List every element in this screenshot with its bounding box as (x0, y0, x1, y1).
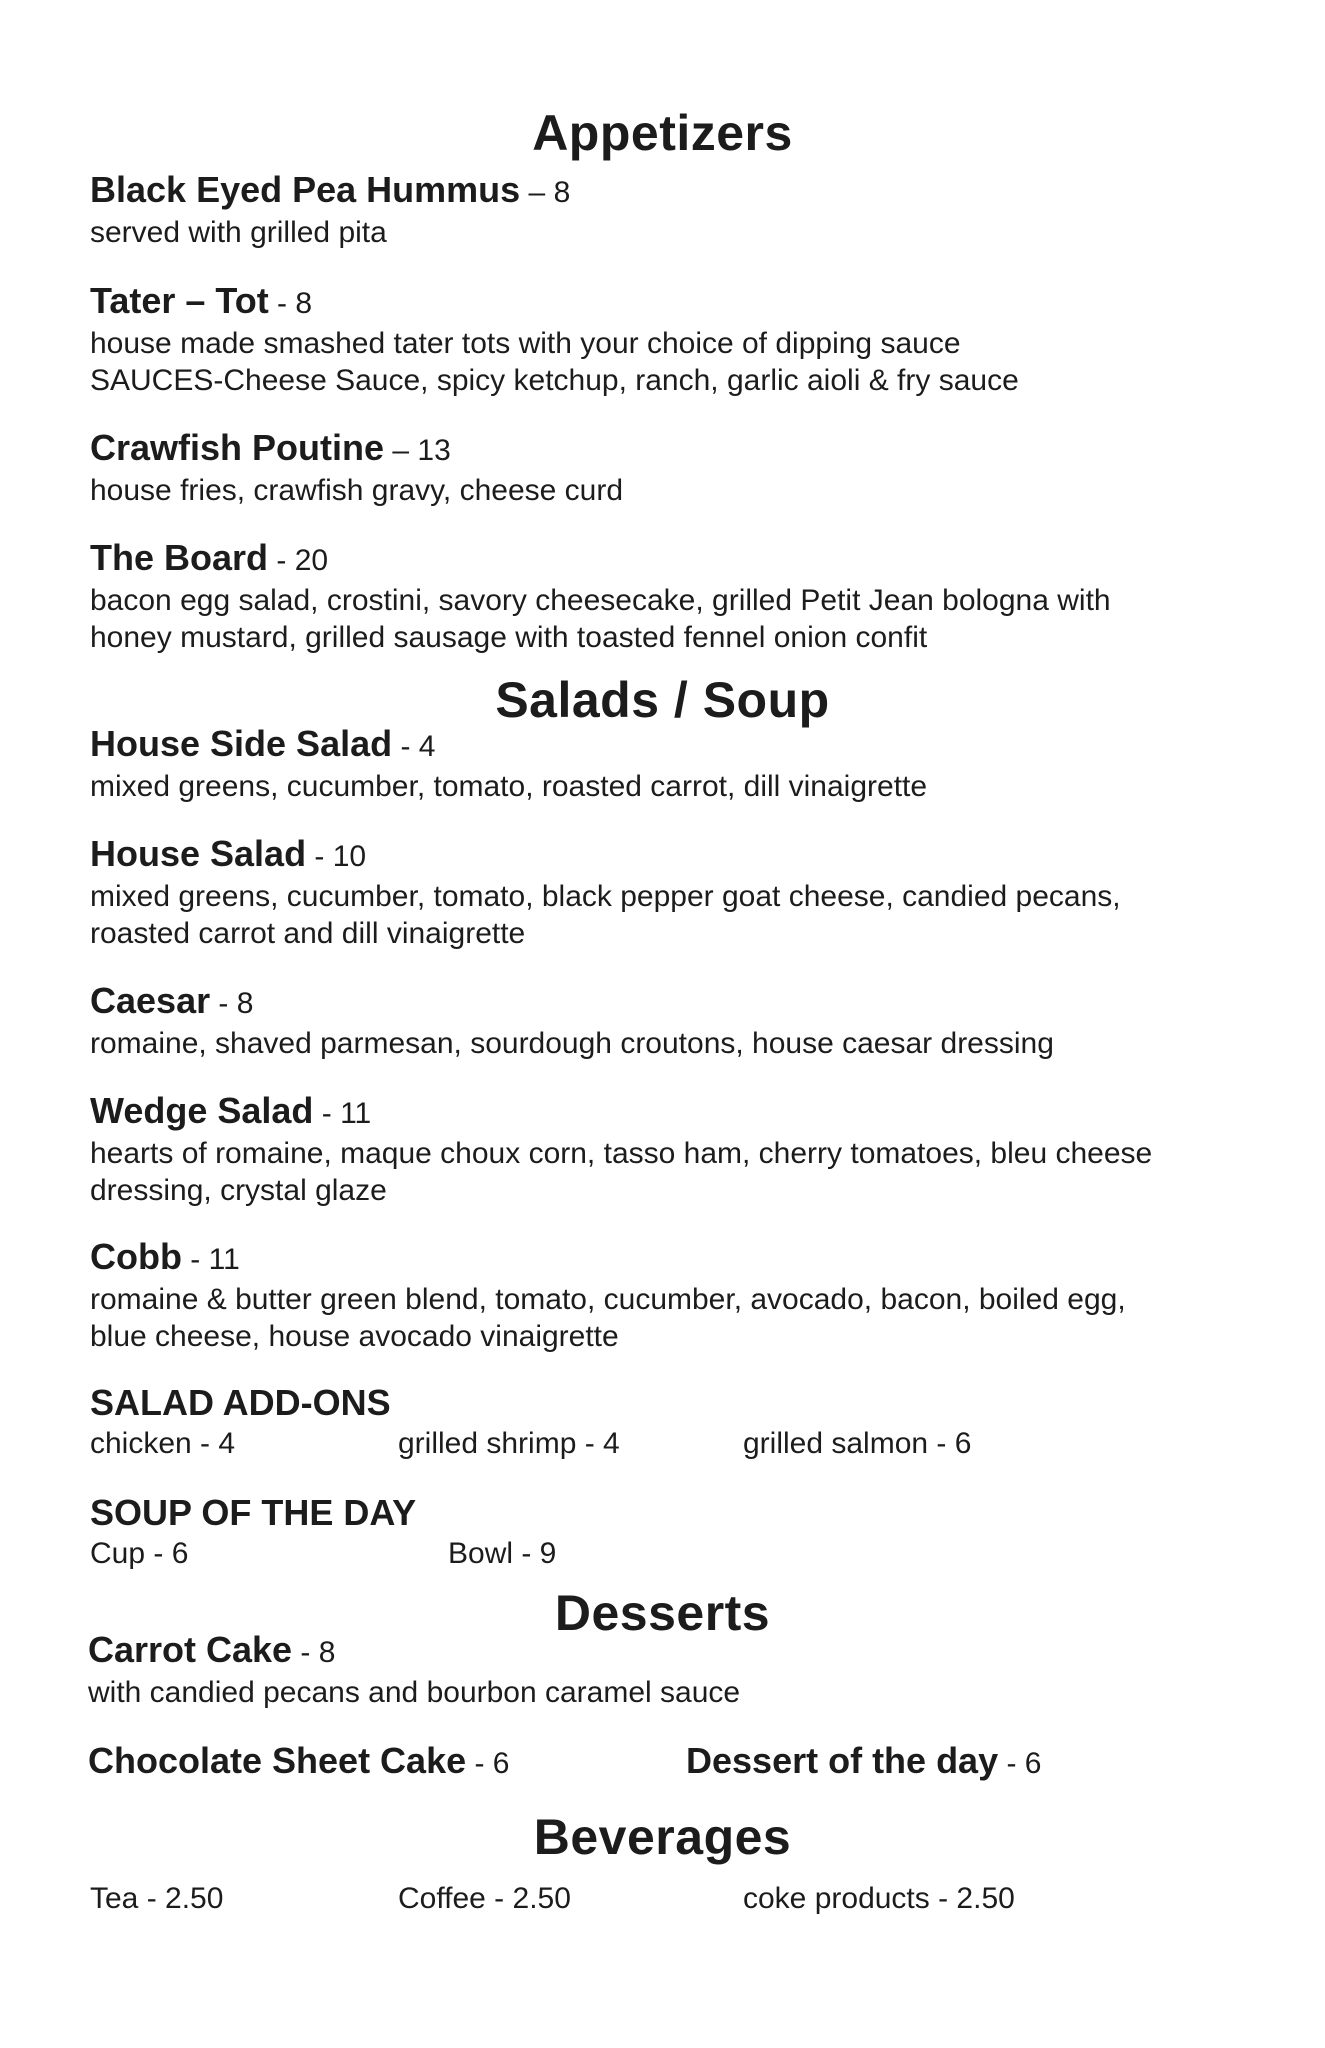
beverage-option: Coffee - 2.50 (398, 1882, 571, 1915)
menu-item (90, 280, 1250, 399)
menu-item (90, 427, 1250, 509)
item-price: 10 (332, 840, 367, 873)
price-separator: - (292, 1636, 319, 1669)
item-description: dressing, crystal glaze (90, 1174, 387, 1207)
soup-option: Cup - 6 (90, 1537, 189, 1570)
price-separator: - (313, 1097, 341, 1130)
item-name: House Side Salad (90, 723, 393, 764)
item-description: with candied pecans and bourbon caramel sauce (88, 1676, 741, 1709)
price-separator: - (268, 544, 295, 577)
item-description: mixed greens, cucumber, tomato, roasted carrot, dill vinaigrette (90, 770, 928, 803)
salad-addons-heading: SALAD ADD-ONS (90, 1382, 391, 1423)
item-description: mixed greens, cucumber, tomato, black pepper goat cheese, candied pecans, (90, 880, 1121, 913)
addon-option: grilled salmon - 6 (743, 1427, 972, 1460)
item-name: House Salad (90, 833, 307, 874)
item-name: Crawfish Poutine (90, 427, 385, 468)
item-description: served with grilled pita (90, 216, 387, 249)
item-name: Black Eyed Pea Hummus (90, 169, 521, 210)
item-name: Chocolate Sheet Cake (88, 1740, 467, 1781)
item-price: 11 (208, 1243, 240, 1276)
addon-option: chicken - 4 (90, 1427, 236, 1460)
item-price: 8 (295, 287, 313, 320)
item-name: Tater – Tot (90, 280, 269, 321)
addon-option: grilled shrimp - 4 (398, 1427, 620, 1460)
price-separator: - (181, 1243, 209, 1276)
item-name: Carrot Cake (88, 1629, 293, 1670)
item-price: 4 (418, 730, 436, 763)
price-separator: – (384, 434, 418, 467)
menu-item (686, 1740, 1041, 1785)
menu-item (88, 1740, 509, 1785)
beverage-list (90, 1879, 1250, 1919)
item-price: 20 (294, 544, 329, 577)
menu-item (90, 1236, 1250, 1355)
price-separator: – (520, 176, 554, 209)
item-price: 8 (318, 1636, 336, 1669)
section-title-desserts: Desserts (554, 1585, 771, 1641)
item-name: The Board (90, 537, 269, 578)
item-description: honey mustard, grilled sausage with toasted fennel onion confit (90, 621, 928, 654)
menu-item (90, 723, 1250, 805)
item-description: SAUCES-Cheese Sauce, spicy ketchup, ranch, garlic aioli & fry sauce (90, 364, 1019, 397)
salad-addons (90, 1382, 1250, 1464)
item-description: roasted carrot and dill vinaigrette (90, 917, 526, 950)
item-description: romaine & butter green blend, tomato, cucumber, avocado, bacon, boiled egg, (90, 1283, 1126, 1316)
menu-item (90, 169, 1250, 251)
soup-of-the-day (90, 1492, 1250, 1574)
price-separator: - (466, 1747, 493, 1780)
item-description: house made smashed tater tots with your choice of dipping sauce (90, 327, 961, 360)
item-price: 11 (340, 1097, 372, 1130)
soup-option: Bowl - 9 (448, 1537, 557, 1570)
menu-item (88, 1629, 1248, 1711)
item-price: 6 (1024, 1747, 1042, 1780)
item-price: 8 (553, 176, 571, 209)
item-description: hearts of romaine, maque choux corn, tasso ham, cherry tomatoes, bleu cheese (90, 1137, 1153, 1170)
item-name: Cobb (90, 1236, 182, 1277)
item-description: house fries, crawfish gravy, cheese curd (90, 474, 624, 507)
menu-item (90, 537, 1250, 656)
menu-item (90, 833, 1250, 952)
price-separator: - (210, 987, 237, 1020)
item-description: bacon egg salad, crostini, savory cheesecake, grilled Petit Jean bologna with (90, 584, 1111, 617)
soup-heading: SOUP OF THE DAY (90, 1492, 417, 1533)
menu-item (90, 1090, 1250, 1209)
price-separator: - (392, 730, 419, 763)
item-price: 13 (417, 434, 451, 467)
price-separator: - (306, 840, 333, 873)
item-name: Caesar (90, 980, 211, 1021)
item-description: romaine, shaved parmesan, sourdough croutons, house caesar dressing (90, 1027, 1054, 1060)
item-name: Dessert of the day (686, 1740, 999, 1781)
item-description: blue cheese, house avocado vinaigrette (90, 1320, 619, 1353)
price-separator: - (268, 287, 296, 320)
item-price: 6 (492, 1747, 510, 1780)
beverage-option: coke products - 2.50 (743, 1882, 1015, 1915)
item-price: 8 (236, 987, 254, 1020)
beverage-option: Tea - 2.50 (90, 1882, 224, 1915)
section-title-beverages: Beverages (533, 1809, 792, 1865)
price-separator: - (998, 1747, 1025, 1780)
item-name: Wedge Salad (90, 1090, 314, 1131)
section-title-salads-soup: Salads / Soup (495, 672, 830, 728)
section-title-appetizers: Appetizers (532, 105, 793, 161)
menu-item (90, 980, 1250, 1062)
